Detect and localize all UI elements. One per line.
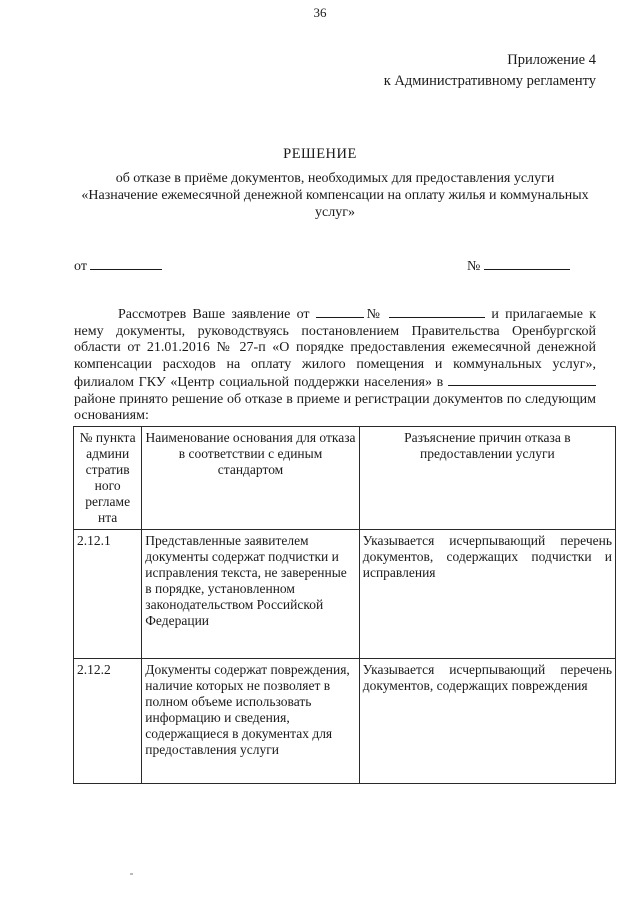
number-line <box>467 257 570 275</box>
date-prefix: от <box>74 259 87 274</box>
header-reason-name: Наименование основания для отказа в соответствии с единым стандартом <box>142 427 359 530</box>
application-number-blank <box>389 305 485 318</box>
district-blank <box>448 373 596 386</box>
date-line <box>74 257 162 275</box>
row-clause-number: 2.12.1 <box>74 530 142 659</box>
body-part-2: № <box>363 307 383 322</box>
row-explanation: Указывается исчерпывающий перечень документов, содержащих повреждения <box>359 659 615 784</box>
header-explanation: Разъяснение причин отказа в предоставлении услуги <box>359 427 615 530</box>
row-reason: Документы содержат повреждения, наличие которых не позволяет в полном объеме использовать информацию и сведения, содержащиеся в документах для предоставления услуги <box>142 659 359 784</box>
appendix-line-2: к Административному регламенту <box>383 73 596 89</box>
subtitle-line-1: об отказе в приёме документов, необходимых для предоставления услуги <box>115 171 555 186</box>
document-title: РЕШЕНИЕ <box>283 146 357 162</box>
subtitle-line-3: услуг» <box>315 205 355 220</box>
document-subtitle <box>70 170 600 221</box>
row-reason: Представленные заявителем документы содержат подчистки и исправления текста, не заверенные в порядке, установленном законодательством Российской Федерации <box>142 530 359 659</box>
body-part-4: районе принято решение об отказе в приеме и регистрации документов по следующим основаниям: <box>74 391 596 423</box>
appendix-block <box>384 50 596 92</box>
table-row <box>74 659 616 784</box>
number-blank <box>484 257 570 270</box>
body-paragraph <box>74 305 596 425</box>
number-prefix: № <box>467 259 481 274</box>
scan-speck <box>130 873 133 875</box>
header-clause-number: № пункта админи стратив ного регламе нта <box>74 427 142 530</box>
row-clause-number: 2.12.2 <box>74 659 142 784</box>
table-row <box>74 530 616 659</box>
row-explanation: Указывается исчерпывающий перечень документов, содержащих подчистки и исправления <box>359 530 615 659</box>
appendix-line-1: Приложение 4 <box>507 52 596 68</box>
table-header-row <box>74 427 616 530</box>
body-part-1: Рассмотрев Ваше заявление от <box>118 307 310 322</box>
page-number: 36 <box>313 5 327 20</box>
refusal-reasons-table <box>73 426 616 784</box>
body-part-3: и прилагаемые к нему документы, руководствуясь постановлением Правительства Оренбургской области от 21.01.2016 № 27-п «О порядке предоставления ежемесячной денежной компенсации расходов на оплату жилого помещения и коммунальных услуг», филиалом ГКУ «Центр социальной поддержки населения» в <box>74 307 596 390</box>
date-blank <box>90 257 162 270</box>
application-date-blank <box>316 305 364 318</box>
subtitle-line-2: «Назначение ежемесячной денежной компенсации на оплату жилья и коммунальных <box>81 188 589 203</box>
